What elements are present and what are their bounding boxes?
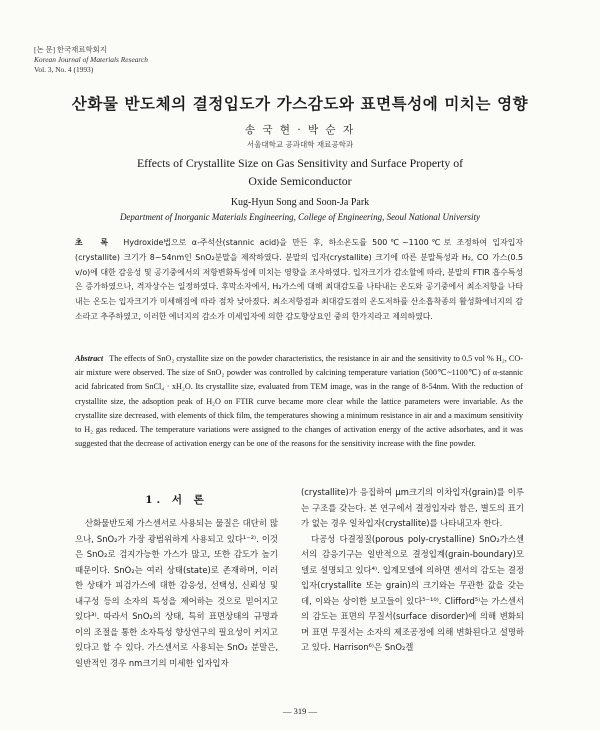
body-column-right <box>301 485 524 656</box>
abstract-korean-label: 초 록 <box>75 238 114 247</box>
journal-header-line2: Korean Journal of Materials Research <box>34 55 148 64</box>
affiliation-english: Department of Inorganic Materials Engineering, College of Engineering, Seoul National University <box>119 212 481 222</box>
abstract-english-label: Abstract <box>75 354 104 363</box>
abstract-korean <box>75 236 523 325</box>
abstract-korean-text: Hydroxide법으로 α-주석산(stannic acid)을 만든 후, 하소온도를 500℃~1100℃로 조정하여 입자입자(crystallite) 크기가 8~54nm인 SnO₂분말을 제작하였다. 분말의 입자(crystallite) 크기에 따른 분말특성과 H₂, CO 가스(0.5 v/o)에 대한 감응성 및 공기중에서의 저항변화특성에 미치는 영향을 조사하였다. 입자크기가 감소할에 따라, 분말의 FTIR 흡수특성은 증가하였으나, 격자상수는 일정하였다. 후막소자에서, H₂가스에 대해 최대감도를 나타내는 온도와 공기중에서 최소저항을 나타내는 온도는 입자크기가 미세해짐에 따라 점차 낮아졌다. 최소저항점과 최대감도점의 온도저하를 산소흡착종의 활성화에너지의 감소라고 추주하였고, 이러한 에너지의 감소가 미세입자에 의한 감도향상요인 중의 한가지라고 제의하였다. <box>75 238 523 321</box>
journal-header-line3: Vol. 3, No. 4 (1993) <box>34 65 94 74</box>
paper-title-english-line2: Oxide Semiconductor <box>248 174 352 188</box>
body-paragraph: 다공성 다결정질(porous poly-crystalline) SnO₂가스센서의 감응기구는 일반적으로 결정입계(grain-boundary)모델로 설명되고 있다⁴⁾. 입계모델에 의하면 센서의 감도는 결정입자(crystallite 또는 grain)의 크기와는 무관한 값을 갖는데, 이와는 상이한 보고들이 있다⁵⁻¹⁰⁾. Clifford⁵⁾는 가스센서의 감도는 표면의 무질서(surface disorder)에 의해 변화되며 표면 무질서는 소자의 제조공정에 의해 변화된다고 설명하고 있다. Harrison⁶⁾은 SnO₂겔 <box>301 533 524 652</box>
affiliation-korean: 서울대학교 공과대학 재료공학과 <box>246 140 354 149</box>
body-column-left: 산화물반도체 가스센서로 사용되는 물질은 대단히 많으나, SnO₂가 가장 광범위하게 사용되고 있다¹⁻²⁾. 이것은 SnO₂로 검지가능한 가스가 많고, 또한 감도가 높기 때문이다. SnO₂는 여러 상태(state)로 존재하며, 이러한 상태가 피검가스에 대한 감응성, 선택성, 신뢰성 및 내구성 등의 소자의 특성을 제어하는 것으로 믿어지고 있다³⁾. 따라서 SnO₂의 상태, 특히 표면상태의 규명과 이의 조절을 통한 소자특성 향상연구의 필요성이 커지고 있다고 할 수 있다. 가스센서로 사용되는 SnO₂ 분말은, 일반적인 경우 nm크기의 미세한 입자입자 <box>75 518 278 668</box>
authors-korean: 송 국 현 · 박 순 자 <box>244 124 356 136</box>
paper-title-korean: 산화물 반도체의 결정입도가 가스감도와 표면특성에 미치는 영향 <box>71 94 529 113</box>
abstract-english <box>75 352 523 451</box>
body-paragraph: (crystallite)가 응집하여 μm크기의 이차입자(grain)를 이루는 구조를 갖는다. 본 연구에서 결정입자라 함은, 별도의 표기가 없는 경우 일차입자(crystallite)를 나타내고자 한다. <box>301 487 524 528</box>
page-number: — 319 — <box>283 706 317 716</box>
journal-header-line1: [논 문] 한국재료학회지 <box>34 45 107 54</box>
abstract-english-text: The effects of SnO₂ crystallite size on the powder characteristics, the resistance in air and the sensitivity to 0.5 vol % H₂, CO-air mixture were observed. The size of SnO₂ powder was controlled by calcining temperature variation (500℃~1100℃) of α-stannic acid fabricated from SnCl₄ · xH₂O. Its crystallite size, evaluated from TEM image, was in the range of 8-54nm. With the reduction of crystallite size, the adsoption peak of H₂O on FTIR curve became more clear while the lattice parameters were invariable. As the crystallite size decreased, with elements of thick film, the temperatures showing a minimum resistance in air and a maximum sensitivity to H₂ gas reduced. The temperature variations were assigned to the changes of activation energy of the active adsorbates, and it was suggested that the decrease of activation energy can be one of the reasons for the sensitivity increase with the fine powder. <box>75 354 524 449</box>
authors-english: Kug-Hyun Song and Soon-Ja Park <box>230 197 370 208</box>
section-introduction-title: 1. 서 론 <box>145 494 208 506</box>
paper-title-english-line1: Effects of Crystallite Size on Gas Sensitivity and Surface Property of <box>136 156 464 170</box>
paper-title-english <box>0 154 600 190</box>
journal-header <box>34 45 148 75</box>
